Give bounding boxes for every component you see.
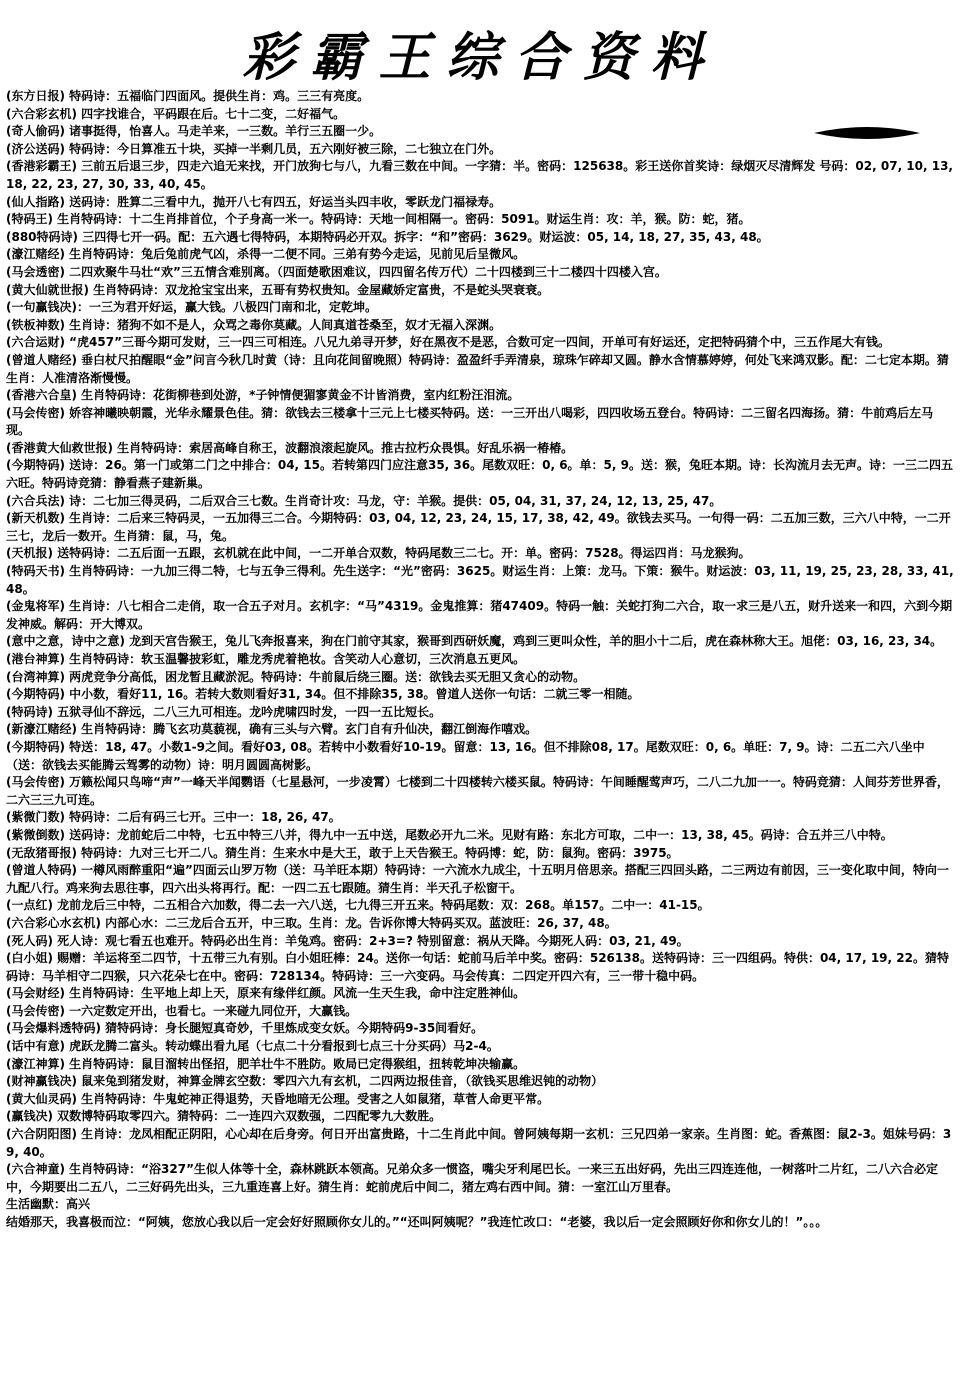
entry-paragraph: (意中之意，诗中之意) 龙到天宫告猴王，兔儿飞奔报喜来，狗在门前守其家，猴哥到西研妖魔，鸡到三更叫众性，羊的胆小十二后，虎在森林称大王。旭佬：03, 16, 23, 34。 <box>6 634 943 649</box>
entry-paragraph: (马会财经) 生肖特码诗：生平地上却上天，原来有缘伴红颜。风流一生天生我，命中注定胜神仙。 <box>6 986 526 1001</box>
entry-paragraph: (话中有意) 虎跃龙腾二富头。转动蝶出看九尾（七点二十分看报到七点三十分买码）马2-4。 <box>6 1039 499 1054</box>
entry-paragraph: (特码王) 生肖特码诗：十二生肖排首位，个子身高一米一。特码诗：天地一间相隔一。密码：5091。财运生肖：攻：羊，猴。防：蛇，猪。 <box>6 212 751 227</box>
entry-paragraph: (今期特码) 中小数，看好11, 16。若转大数则看好31, 34。但不排除35, 38。曾道人送你一句话：二就三零一相随。 <box>6 687 640 702</box>
entry-paragraph: (曾道人特码) 一樽风雨醉重阳“遍”四面云山罗万物（送：马羊旺本期）特码诗：一六流水九成尘，十五明月倍思亲。搭配三四回头路，二三两边有前因，三一变化取中间，特向一九配八行。鸡来狗去思往事，四六出头将再行。配：一四二五七跟随。猜生肖：半天孔子松窗干。 <box>6 863 949 895</box>
entry-paragraph: (济公送码) 特码诗：今日算准五十块，买掉一半剩几员，五六刚好被三除，二七独立在门外。 <box>6 141 502 156</box>
entry-paragraph: (死人码) 死人诗：观七看五也难开。特码必出生肖：羊兔鸡。密码：2+3=? 特别留意：祸从天降。今期死人码：03, 21, 49。 <box>6 933 689 948</box>
entry-paragraph: (马会透密) 二四欢聚牛马壮“欢”三五情含难别离。（四面楚歌困难议，四四留名传万代）二十四楼到三十二楼四十四楼入宫。 <box>6 264 667 279</box>
entry-paragraph: (紫微倒数) 送码诗：龙前蛇后二中特，七五中特三八并，得九中一五中送，尾数必开九二米。见财有路：东北方可取，二中一：13, 38, 45。码诗：合五并三八中特。 <box>6 827 893 842</box>
entry-paragraph: (一点红) 龙前龙后三中特，二五相合六加数，得二去一六八送，七九得三开五来。特码尾数：双：268。单157。二中一：41-15。 <box>6 898 710 913</box>
entry-paragraph: (马会传密) 万籁松闻只鸟啼“声”一峰天半闻鹦语（七星悬河，一步凌霄）七楼到二十四楼转六楼买鼠。特码诗：午间睡醒莺声巧，二八二九加一一。特码竞猜：人间芬芳世界香，二六三三九可连。 <box>6 775 949 807</box>
entry-paragraph: (六合兵法) 诗：二七加三得灵码，二后双合三七数。生肖奇计攻：马龙，守：羊猴。提供：05, 04, 31, 37, 24, 12, 13, 25, 47。 <box>6 493 722 508</box>
entry-paragraph: (财神赢钱决) 鼠来兔到猪发财，神算金牌玄空数：零四六九有玄机，二四两边报佳音，（欲钱买思维迟钝的动物） <box>6 1074 604 1089</box>
page-title: 彩霸王综合资料 <box>242 27 719 88</box>
entry-paragraph: (台湾神算) 两虎竞争分高低，困龙暂且藏淤泥。特码诗：牛前鼠后绕三圈。送：欲钱去买无胆又贪心的动物。 <box>6 669 586 684</box>
entry-paragraph: (六合神童) 生肖特码诗：“浴327”生似人体等十全，森林跳跃本领高。兄弟众多一惯盗，嘴尖牙利尾巴长。一来三五出好码，先出三四连连他，一树落叶二片红，二八六合必定中，今期要出二五八，二三好码先出头，三九重连喜上好。猜生肖：蛇前虎后中间二，猪左鸡右西中间。猜：一室江山万里春。 <box>6 1162 938 1194</box>
entry-paragraph: (无敌猪哥报) 特码诗：九对三七开二八。猜生肖：生来水中是大王，敢于上天告猴王。特码博：蛇，防：鼠狗。密码：3975。 <box>6 845 679 860</box>
entry-paragraph: (六合运财) “虎457”三哥今期可发财，三一四三可相连。八兄九弟寻开梦，好在黑夜不是恶，合数可定一四间，开单可有好运还，定把特码猜个中，三五作尾大有钱。 <box>6 335 890 350</box>
entry-paragraph: (新濠江赌经) 生肖特码诗：腾飞玄功莫藐视，确有三头与六臂。玄门自有升仙决，翻江倒海作嘻戏。 <box>6 722 538 737</box>
entry-paragraph: (特码诗) 五狱寻仙不辞远，二八三九可相连。龙吟虎啸四时发，一四一五比短长。 <box>6 704 442 719</box>
entry-paragraph: (白小姐) 赐赠：羊运将至二四节，十五带三九有别。白小姐旺棒：24。送你一句话：蛇前马后羊中奖。密码：526138。送特码诗：三一四组码。特供：04, 17, 19, 22。猜特码诗：马羊相守二四猴，只六花朵七在中。密码：728134。特码诗：三一六变码。马会传真：二四定开四六有，三一带十稳中码。 <box>6 951 949 983</box>
entry-paragraph: (香港黄大仙救世报) 生肖特码诗：索居高峰自称王，波翻浪滚起旋风。推古拉朽众畏惧。好乱乐祸一椿椿。 <box>6 440 574 455</box>
article-body <box>6 88 954 1232</box>
entry-paragraph: 生活幽默：高兴 <box>6 1197 91 1212</box>
entry-paragraph: (黄大仙灵码) 生肖特码诗：牛鬼蛇神正得退势，天昏地暗无公理。受害之人如鼠猪，草菅人命更平常。 <box>6 1091 550 1106</box>
entry-paragraph: (马会爆料透特码) 猜特码诗：身长腿短真奇妙，千里炼成变女妖。今期特码9-35间看好。 <box>6 1021 484 1036</box>
entry-paragraph: (马会传密) 一六定数定开出，也看七。一来碰九同位开，大赢钱。 <box>6 1003 358 1018</box>
entry-paragraph: 结婚那天，我喜极而泣：“阿姨，您放心我以后一定会好好照顾你女儿的。”“还叫阿姨呢？”我连忙改口：“老婆，我以后一定会照顾好你和你女儿的！”。。。 <box>6 1215 828 1229</box>
entry-paragraph: (今期特码) 特送：18, 47。小数1-9之间。看好03, 08。若转中小数看好10-19。留意：13, 16。但不排除08, 17。尾数双旺：0, 6。单旺：7, 9。诗：二五二六八坐中（送：欲钱去买能腾云驾雾的动物）诗：明月圆圆高树影。 <box>6 739 925 772</box>
entry-paragraph: (东方日报) 特码诗：五福临门四面风。提供生肖：鸡。三三有亮度。 <box>6 89 370 103</box>
entry-paragraph: (新天机数) 生肖诗：二后来三特码灵，一五加得三二合。今期特码：03, 04, 12, 23, 24, 15, 17, 38, 42, 49。欲钱去买马。一句得一码：二五加三数，三六八中特，一二开三七，龙后一数开。生肖猜：鼠，马，兔。 <box>6 511 951 543</box>
entry-paragraph: (港台神算) 生肖特码诗：软玉温馨披彩虹，雕龙秀虎着艳妆。含笑动人心意切，三次消息五更风。 <box>6 652 526 666</box>
entry-paragraph: (铁板神数) 生肖诗：猪狗不如不是人，众骂之毒你莫藏。人间真道苍桑至，奴才无福入深渊。 <box>6 317 502 332</box>
entry-paragraph: (赢钱决) 双数博特码取零四六。猜特码：二一连四六双数强，二四配零九大数胜。 <box>6 1109 442 1124</box>
entry-paragraph: (曾道人赌经) 垂白杖尺拍醒眼“金”问言今秋几时黄（诗：且向花间留晚照）特码诗：盈盈纤手弄清泉，琼珠乍碎却又圆。静水含情慕婷婷，何处飞来鸿双影。配：二七定本期。猜生肖：人准清洛渐慢慢。 <box>6 352 949 385</box>
entry-paragraph: (濠江神算) 生肖特码诗：鼠目溜转出怪招，肥羊壮牛不胜防。败局已定得猴组，扭转乾坤决输赢。 <box>6 1056 526 1071</box>
entry-paragraph: (香港彩霸王) 三前五后退三步，四走六追无来找，开门放狗七与八，九看三数在中间。一字猜：半。密码：125638。彩王送你首奖诗：绿烟灭尽清辉发 号码：02, 07, 10, 13, 18, 22, 23, 27, 30, 33, 40, 45。 <box>6 159 953 191</box>
entry-paragraph: (一句赢钱决)：一三为君开好运，赢大钱。八极四门南和北，定乾坤。 <box>6 300 377 315</box>
entry-paragraph: (今期特码) 送诗：26。第一门或第二门之中排合：04, 15。若转第四门应注意35, 36。尾数双旺：0, 6。单：5, 9。送：猴，兔旺本期。诗：长沟流月去无声。诗：一三二四五六旺。特码诗竞猜：静看燕子建新巢。 <box>6 458 953 491</box>
entry-paragraph: (天机报) 送特码诗：二五后面一五跟，玄机就在此中间，一二开单合双数，特码尾数三二七。开：单。密码：7528。得运四肖：马龙猴狗。 <box>6 546 751 561</box>
entry-paragraph: (仙人指路) 送码诗：胜算二三看中九，抛开八七有四五，好运当头四丰收，零跃龙门福禄寿。 <box>6 194 502 209</box>
entry-paragraph: (六合彩心水玄机) 内部心水：二三龙后合五开，中三取。生肖：龙。告诉你博大特码买双。蓝波旺：26, 37, 48。 <box>6 915 617 930</box>
entry-paragraph: (香港六合皇) 生肖特码诗：花街柳巷到处游，*子钟情便猸寥黄金不计皆消费，室内红粉汪泪流。 <box>6 388 520 403</box>
entry-paragraph: (六合阴阳图) 生肖诗：龙凤相配正阴阳，心心却在后身旁。何日开出富贵路，十二生肖此中间。曾阿姨每期一玄机：三兄四弟一家亲。生肖图：蛇。香蕉图：鼠2-3。姐妹号码：39, 40。 <box>6 1127 952 1159</box>
entry-paragraph: (金鬼将军) 生肖诗：八七相合二走俏，取一合五子对月。玄机字：“马”4319。金鬼推算：猪47409。特码一触：关蛇打狗二六合，取一求三是八五，财升送来一和四，六到今期发神威。解码：开大博双。 <box>6 599 953 631</box>
entry-paragraph: (奇人偷码) 诸事挺得，怡喜人。马走羊来，一三数。羊行三五圈一少。 <box>6 124 382 139</box>
entry-paragraph: (特码天书) 生肖特码诗：一九加三得二特，七与五争三得利。先生送字：“光”密码：3625。财运生肖：上策：龙马。下策：猴牛。财运波：03, 11, 19, 25, 23, 28, 33, 41, 48。 <box>6 564 954 596</box>
entry-paragraph: (黄大仙就世报) 生肖特码诗：双龙抢宝宝出来，五哥有势权贵知。金屋藏娇定富贵，不是蛇头哭衰衰。 <box>6 282 550 297</box>
entry-paragraph: (880特码诗) 三四得七开一码。配：五六遇七得特码，本期特码必开双。拆字：“和”密码：3629。财运波：05, 14, 18, 27, 35, 43, 48。 <box>6 229 769 244</box>
entry-paragraph: (紫微门数) 特码诗：二后有码三七开。三中一：18, 26, 47。 <box>6 810 341 825</box>
entry-paragraph: (马会传密) 娇容神曦映朝霞，光华永耀景色佳。猜：欲钱去三楼拿十三元上七楼买特码。送：一三开出八喝彩，四四收场五登台。特码诗：二三留名四海扬。猜：牛前鸡后左马现。 <box>6 405 934 438</box>
entry-paragraph: (六合彩玄机) 四字找谁合，平码跟在后。七十二变，二好福气。 <box>6 106 346 121</box>
entry-paragraph: (濠江赌经) 生肖特码诗：兔后兔前虎气凶，杀得一二便不同。三弟有势今走运，见前见后呈微风。 <box>6 247 526 262</box>
